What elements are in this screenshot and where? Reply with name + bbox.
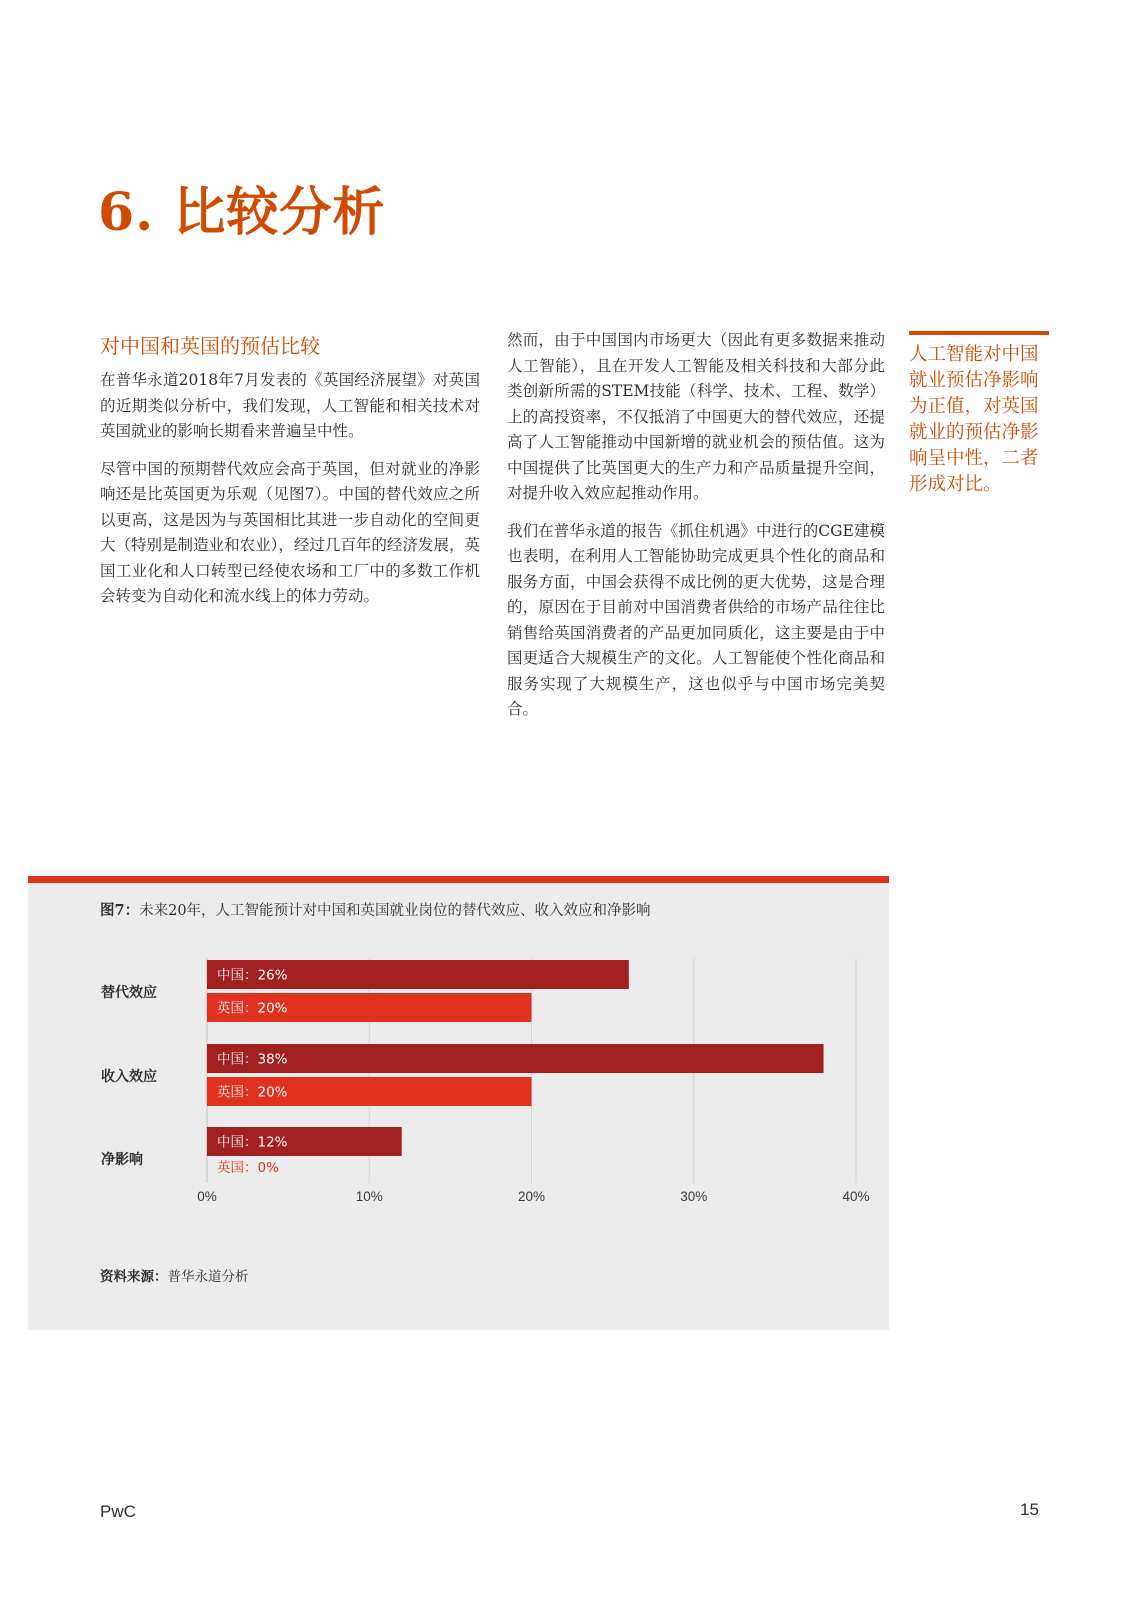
footer-brand: PwC: [100, 1502, 136, 1521]
paragraph: 尽管中国的预期替代效应会高于英国，但对就业的净影响还是比英国更为乐观（见图7）。中国的替代效应之所以更高，这是因为与英国相比其进一步自动化的空间更大（特别是制造业和农业），经过几百年的经济发展，英国工业化和人口转型已经使农场和工厂中的多数工作机会转变为自动化和流水线上的体力劳动。: [100, 459, 480, 605]
bar-data-label: 中国：38%: [217, 1051, 288, 1068]
x-tick-label: 40%: [842, 1189, 870, 1204]
bar: [207, 1044, 824, 1073]
x-tick-label: 10%: [355, 1189, 383, 1204]
x-tick-label: 30%: [680, 1189, 708, 1204]
page-number: 15: [1020, 1500, 1039, 1519]
bar-data-label: 中国：12%: [217, 1134, 288, 1151]
bar-data-label: 英国：20%: [217, 1084, 288, 1101]
figure-source: [100, 1265, 249, 1285]
paragraph: 我们在普华永道的报告《抓住机遇》中进行的CGE建模也表明，在利用人工智能协助完成更具个性化的商品和服务方面，中国会获得不成比例的更大优势，这是合理的，原因在于目前对中国消费者供给的市场产品往往比销售给英国消费者的产品更加同质化，这主要是由于中国更适合大规模生产的文化。人工智能使个性化商品和服务实现了大规模生产，这也似乎与中国市场完美契合。: [507, 521, 885, 718]
category-label: 收入效应: [101, 1069, 157, 1085]
x-tick-label: 0%: [197, 1189, 217, 1204]
bar-data-label: 中国：26%: [217, 967, 288, 984]
figure-label: 图7：: [100, 902, 140, 919]
bar-data-label: 英国：20%: [217, 1000, 288, 1017]
page-title: 6. 比较分析: [98, 182, 386, 243]
paragraph: 在普华永道2018年7月发表的《英国经济展望》对英国的近期类似分析中，我们发现，人工智能和相关技术对英国就业的影响长期看来普遍呈中性。: [100, 371, 480, 440]
category-label: 净影响: [101, 1152, 143, 1168]
pullquote: 人工智能对中国就业预估净影响为正值，对英国就业的预估净影响呈中性，二者形成对比。: [909, 344, 1039, 495]
source-label: 资料来源：: [100, 1269, 168, 1285]
paragraph: 然而，由于中国国内市场更大（因此有更多数据来推动人工智能），且在开发人工智能及相关科技和大部分此类创新所需的STEM技能（科学、技术、工程、数学）上的高投资率，不仅抵消了中国更大的替代效应，还提高了人工智能推动中国新增的就业机会的预估值。这为中国提供了比英国更大的生产力和产品质量提升空间，对提升收入效应起推动作用。: [507, 331, 885, 502]
bar-data-label: 英国：0%: [217, 1160, 279, 1176]
x-tick-label: 20%: [517, 1189, 546, 1204]
source-text: 普华永道分析: [167, 1269, 249, 1285]
category-label: 替代效应: [101, 985, 157, 1001]
section-subheading: 对中国和英国的预估比较: [100, 334, 320, 358]
figure-caption-text: 未来20年，人工智能预计对中国和英国就业岗位的替代效应、收入效应和净影响: [139, 903, 651, 919]
